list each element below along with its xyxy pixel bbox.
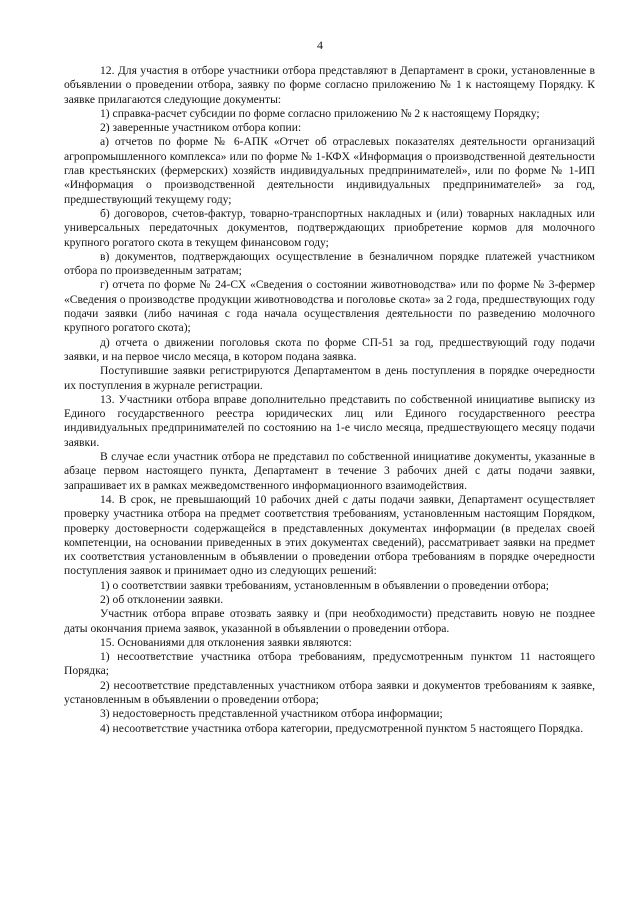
paragraph: б) договоров, счетов-фактур, товарно-транспортных накладных и (или) товарных накладных или универсальных передаточных документов, подтверждающих приобретение кормов для молочного крупного рогатого скота в текущем финансовом году; xyxy=(64,206,595,249)
document-body xyxy=(64,64,595,736)
paragraph: г) отчета по форме № 24-СХ «Сведения о состоянии животноводства» или по форме № 3-фермер «Сведения о производстве продукции животноводства и поголовье скота» за 2 года, предшествующих году подачи заявки (либо начиная с года начала осуществления деятельности по разведению молочного крупного рогатого скота); xyxy=(64,278,595,335)
paragraph: В случае если участник отбора не представил по собственной инициативе документы, указанные в абзаце первом настоящего пункта, Департамент в течение 3 рабочих дней с даты подачи заявки, запрашивает их в рамках межведомственного информационного взаимодействия. xyxy=(64,450,595,492)
paragraph: 1) о соответствии заявки требованиям, установленным в объявлении о проведении отбора; xyxy=(100,578,549,592)
paragraph: 14. В срок, не превышающий 10 рабочих дней с даты подачи заявки, Департамент осуществляет проверку участника отбора на предмет соответствия требованиям, установленным настоящим Порядком, проверку достоверности содержащейся в представленных документах информации (в пределах своей компетенции, на основании приведенных в этих документах сведений), рассматривает заявки на предмет их соответствия установленным в объявлении о проведении отбора требованиям в порядке очередности поступления заявок и принимает одно из следующих решений: xyxy=(64,492,595,578)
paragraph: Поступившие заявки регистрируются Департаментом в день поступления в порядке очередности их поступления в журнале регистрации. xyxy=(64,364,595,392)
paragraph: 12. Для участия в отборе участники отбора представляют в Департамент в сроки, установленные в объявлении о проведении отбора, заявку по форме согласно приложению № 1 к настоящему Порядку. К заявке прилагаются следующие документы: xyxy=(64,64,595,106)
paragraph: Участник отбора вправе отозвать заявку и (при необходимости) представить новую не позднее даты окончания приема заявок, указанной в объявлении о проведении отбора. xyxy=(64,607,595,635)
paragraph: а) отчетов по форме № 6-АПК «Отчет об отраслевых показателях деятельности организаций агропромышленного комплекса» или по форме № 1-КФХ «Информация о производственной деятельности глав крестьянских (фермерских) хозяйств индивидуальных предпринимателей», или по форме № 1-ИП «Информация о производственной деятельности индивидуальных предпринимателей» за год, предшествующий текущему году; xyxy=(64,135,595,206)
paragraph: 1) справка-расчет субсидии по форме согласно приложению № 2 к настоящему Порядку; xyxy=(100,106,540,120)
paragraph: д) отчета о движении поголовья скота по форме СП-51 за год, предшествующий году подачи заявки, и на первое число месяца, в котором подана заявка. xyxy=(64,335,595,363)
paragraph: 2) несоответствие представленных участником отбора заявки и документов требованиям к заявке, установленным в объявлении о проведении отбора; xyxy=(64,678,595,707)
paragraph: 15. Основаниями для отклонения заявки являются: xyxy=(100,635,352,649)
paragraph: 2) заверенные участником отбора копии: xyxy=(100,121,302,135)
paragraph: 2) об отклонении заявки. xyxy=(100,592,224,606)
paragraph: 3) недостоверность представленной участником отбора информации; xyxy=(100,707,443,721)
paragraph: 1) несоответствие участника отбора требованиям, предусмотренным пунктом 11 настоящего Порядка; xyxy=(64,650,595,678)
paragraph: в) документов, подтверждающих осуществление в безналичном порядке платежей участником отбора по произведенным затратам; xyxy=(64,249,595,278)
page-number: 4 xyxy=(317,38,323,52)
paragraph: 4) несоответствие участника отбора категории, предусмотренной пунктом 5 настоящего Порядка. xyxy=(100,721,584,735)
paragraph: 13. Участники отбора вправе дополнительно представить по собственной инициативе выписку из Единого государственного реестра юридических лиц или Единого государственного реестра индивидуальных предпринимателей по состоянию на 1-е число месяца, предшествующего месяцу подачи заявки. xyxy=(64,392,595,449)
